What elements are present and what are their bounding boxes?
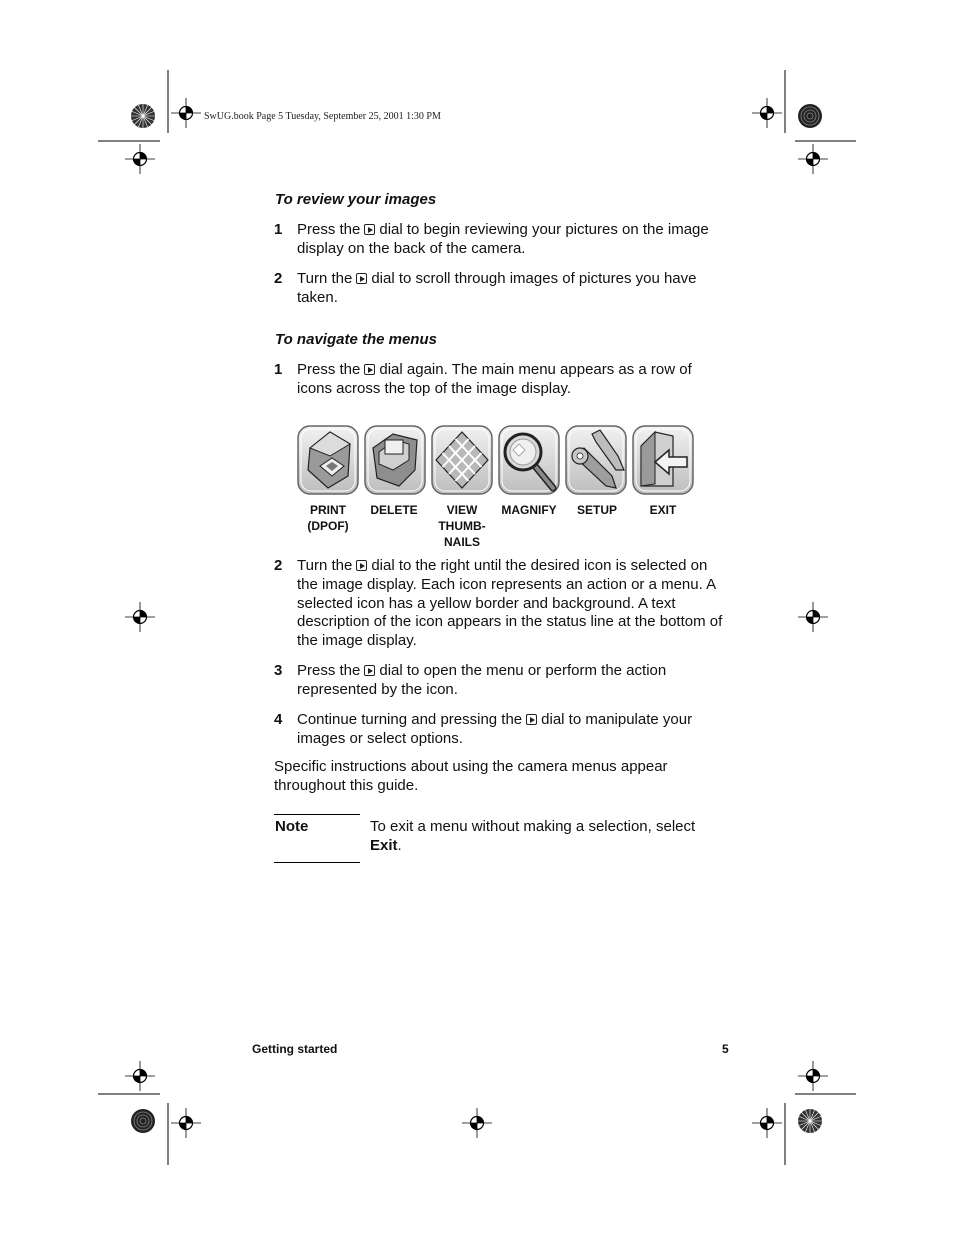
- delete-icon: [365, 426, 425, 494]
- menu-icon-row: [296, 424, 716, 500]
- section-title-menus: To navigate the menus: [275, 331, 437, 348]
- note-rule-bottom: [274, 862, 360, 863]
- note-label: Note: [275, 818, 309, 835]
- icon-label-delete: DELETE: [370, 503, 418, 517]
- note-bold-word: Exit: [370, 836, 398, 854]
- play-dial-icon: [356, 273, 367, 284]
- review-step-1: 1 Press the dial to begin reviewing your pictures on the image display on the back of the camera.: [274, 221, 709, 257]
- icon-label-print: PRINT (DPOF): [307, 503, 349, 533]
- review-step-2: 2 Turn the dial to scroll through images of pictures you have taken.: [274, 270, 697, 306]
- menu-step-4: 4 Continue turning and pressing the dial to manipulate your images or select options.: [274, 711, 693, 747]
- icon-label-exit: EXIT: [649, 503, 677, 517]
- magnify-icon: [499, 426, 559, 494]
- icon-label-view-thumbnails: VIEW THUMB- NAILS: [438, 503, 486, 549]
- print-icon: [298, 426, 358, 494]
- note-text: To exit a menu without making a selection, select Exit.: [370, 818, 696, 854]
- section-title-review: To review your images: [275, 191, 437, 208]
- step-number: 2: [274, 557, 283, 574]
- step-number: 3: [274, 662, 283, 679]
- print-header: SwUG.book Page 5 Tuesday, September 25, 2001 1:30 PM: [204, 111, 441, 122]
- step-number: 1: [274, 361, 283, 378]
- note-rule-top: [274, 814, 360, 815]
- play-dial-icon: [364, 224, 375, 235]
- footer-page-number: 5: [722, 1042, 729, 1056]
- play-dial-icon: [364, 665, 375, 676]
- exit-icon: [633, 426, 693, 494]
- setup-icon: [566, 426, 626, 494]
- closing-paragraph: Specific instructions about using the camera menus appear throughout this guide.: [274, 758, 668, 794]
- step-number: 4: [274, 711, 283, 728]
- play-dial-icon: [364, 364, 375, 375]
- play-dial-icon: [356, 560, 367, 571]
- icon-label-setup: SETUP: [576, 503, 617, 517]
- step-number: 1: [274, 221, 283, 238]
- view-thumbnails-icon: [432, 426, 492, 494]
- menu-step-2: 2 Turn the dial to the right until the desired icon is selected on the image display. Each icon represents an action or a menu. A selected icon has a yellow border and background. A text description of the icon appears in the status line at the bottom of the image display.: [274, 557, 723, 650]
- step-number: 2: [274, 270, 283, 287]
- play-dial-icon: [526, 714, 537, 725]
- menu-step-3: 3 Press the dial to open the menu or perform the action represented by the icon.: [274, 662, 667, 698]
- menu-step-1: 1 Press the dial again. The main menu appears as a row of icons across the top of the image display.: [274, 361, 692, 397]
- icon-label-magnify: MAGNIFY: [501, 503, 557, 517]
- footer-section-name: Getting started: [252, 1042, 338, 1056]
